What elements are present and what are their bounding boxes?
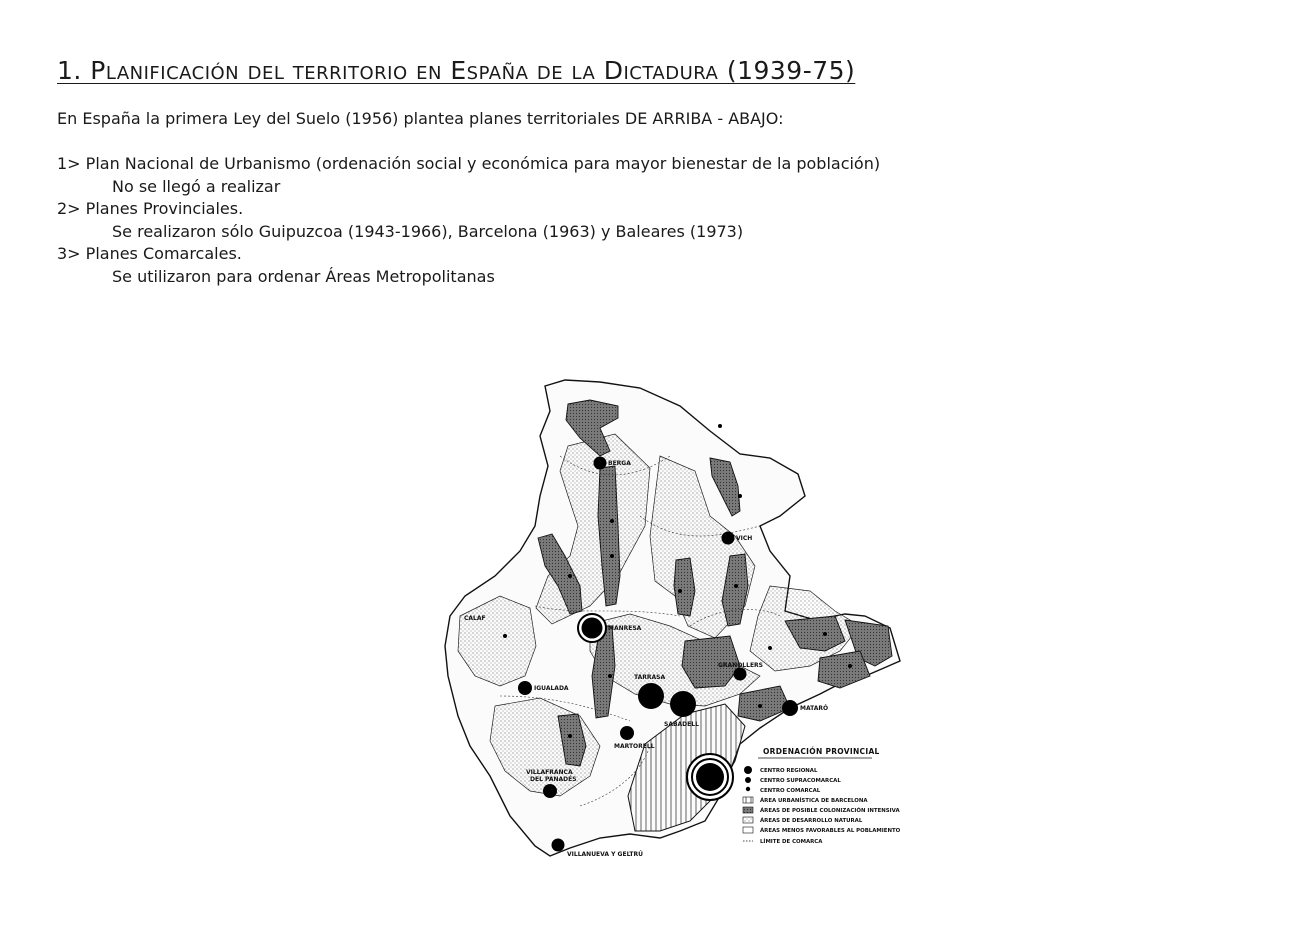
manresa-marker — [578, 614, 606, 642]
plan-item-detail: Se utilizaron para ordenar Áreas Metropolitanas — [112, 266, 495, 286]
legend-title: ORDENACIÓN PROVINCIAL — [763, 747, 880, 756]
intro-text: En España la primera Ley del Suelo (1956) plantea planes territoriales DE ARRIBA - ABAJO: — [57, 109, 784, 128]
igualada-marker — [518, 681, 532, 695]
plan-item-detail: Se realizaron sólo Guipuzcoa (1943-1966), Barcelona (1963) y Baleares (1973) — [112, 221, 744, 241]
city-label-villafranca-2: DEL PANADÉS — [530, 776, 577, 783]
plans-list — [57, 153, 880, 289]
city-label-villafranca: VILLAFRANCA — [526, 769, 573, 776]
vich-marker — [722, 532, 735, 545]
legend-item: ÁREAS DE POSIBLE COLONIZACIÓN INTENSIVA — [760, 808, 900, 814]
villanueva-marker — [552, 839, 565, 852]
villafranca-marker — [543, 784, 557, 798]
city-label-calaf: CALAF — [464, 615, 486, 622]
martorell-marker — [620, 726, 634, 740]
tarrasa-marker — [638, 683, 664, 709]
city-label-manresa: MANRESA — [608, 625, 642, 632]
legend-symbol-supracomarcal — [745, 777, 751, 783]
plan-item-detail: No se llegó a realizar — [112, 176, 281, 196]
legend-item: CENTRO REGIONAL — [760, 768, 818, 774]
city-label-vich: VICH — [736, 535, 753, 542]
city-label-tarrasa: TARRASA — [634, 674, 666, 681]
city-label-igualada: IGUALADA — [534, 685, 569, 692]
legend-item: ÁREAS MENOS FAVORABLES AL POBLAMIENTO — [760, 828, 901, 834]
city-label-sabadell: SABADELL — [664, 721, 699, 728]
city-label-mataro: MATARÓ — [800, 705, 829, 712]
plan-item-heading: 3> Planes Comarcales. — [57, 244, 242, 264]
city-label-berga: BERGA — [608, 460, 631, 467]
legend-item: LÍMITE DE COMARCA — [760, 839, 823, 845]
page-title: 1. Planificación del territorio en España de la Dictadura (1939-75) — [57, 56, 856, 85]
city-label-martorell: MARTORELL — [614, 743, 655, 750]
berga-marker — [594, 457, 607, 470]
map-legend — [743, 747, 901, 845]
city-label-granollers: GRANOLLERS — [718, 662, 763, 669]
legend-item: CENTRO COMARCAL — [760, 788, 821, 794]
legend-symbol-natural — [743, 817, 753, 823]
legend-item: ÁREA URBANÍSTICA DE BARCELONA — [760, 798, 868, 804]
legend-symbol-regional — [744, 766, 752, 774]
barcelona-marker — [687, 754, 733, 800]
granollers-marker — [734, 668, 747, 681]
province-map-svg — [440, 376, 910, 866]
sabadell-marker — [670, 691, 696, 717]
legend-symbol-colonization — [743, 807, 753, 813]
province-map — [440, 376, 910, 866]
plan-item-heading: 2> Planes Provinciales. — [57, 199, 244, 219]
legend-symbol-comarcal — [746, 787, 750, 791]
legend-symbol-unfavorable — [743, 827, 753, 833]
mataro-marker — [782, 700, 798, 716]
plan-item-heading: 1> Plan Nacional de Urbanismo (ordenación social y económica para mayor bienestar de la población) — [57, 154, 881, 173]
city-label-villanueva: VILLANUEVA Y GELTRÚ — [567, 851, 643, 858]
legend-item: CENTRO SUPRACOMARCAL — [760, 778, 841, 784]
colonization-area — [818, 651, 870, 688]
legend-item: ÁREAS DE DESARROLLO NATURAL — [760, 818, 863, 824]
legend-symbol-urban — [743, 797, 753, 803]
